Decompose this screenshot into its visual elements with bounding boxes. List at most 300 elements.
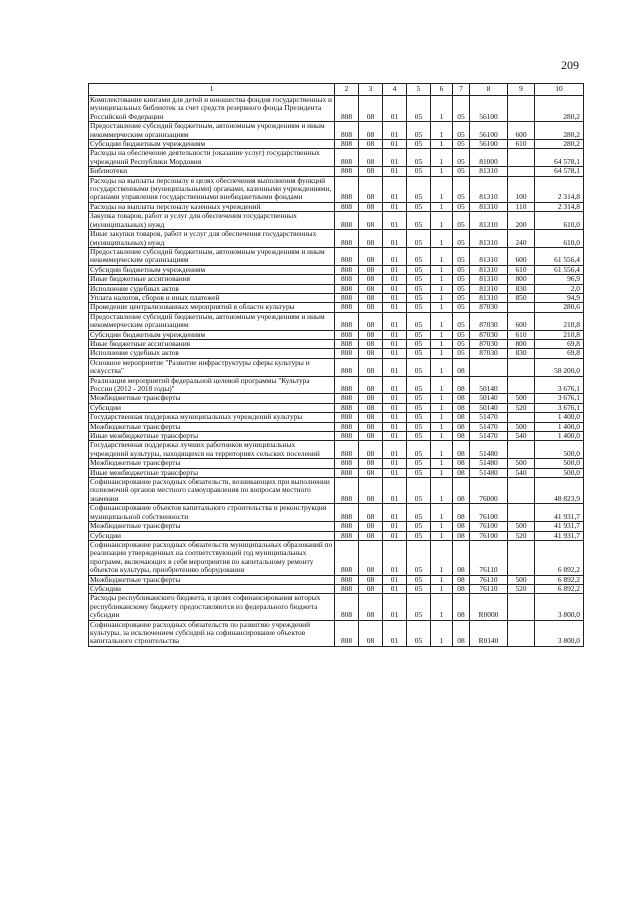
row-code-9 <box>508 149 535 167</box>
row-code-2: 808 <box>335 293 359 302</box>
row-code-4: 01 <box>383 339 407 348</box>
row-code-7: 05 <box>453 293 470 302</box>
row-code-5: 05 <box>407 531 431 540</box>
row-code-6: 1 <box>431 284 453 293</box>
row-description: Расходы на выплаты персоналу в целях обеспечения выполнения функций государственными (муниципальными) органами, казенными учреждениями, органами управления государственными внебюджетными фондами <box>89 176 335 202</box>
row-code-9: 500 <box>508 575 535 584</box>
row-code-6: 1 <box>431 149 453 167</box>
row-code-8: 56100 <box>470 122 508 140</box>
row-code-6: 1 <box>431 441 453 459</box>
column-header: 10 <box>535 84 584 96</box>
row-code-2: 808 <box>335 122 359 140</box>
row-code-5: 05 <box>407 176 431 202</box>
row-code-2: 808 <box>335 413 359 422</box>
row-code-7: 08 <box>453 531 470 540</box>
row-code-7: 05 <box>453 275 470 284</box>
row-code-2: 808 <box>335 230 359 248</box>
row-code-8: 76110 <box>470 584 508 593</box>
row-code-3: 08 <box>359 140 383 149</box>
row-code-4: 01 <box>383 540 407 575</box>
row-code-4: 01 <box>383 413 407 422</box>
row-code-8: 51480 <box>470 468 508 477</box>
row-code-2: 808 <box>335 422 359 431</box>
row-code-4: 01 <box>383 212 407 230</box>
row-code-4: 01 <box>383 432 407 441</box>
row-code-5: 05 <box>407 293 431 302</box>
row-amount: 69,8 <box>535 339 584 348</box>
row-code-4: 01 <box>383 376 407 394</box>
table-row <box>89 468 584 477</box>
row-code-9 <box>508 504 535 522</box>
table-row <box>89 376 584 394</box>
row-description: Иные бюджетные ассигнования <box>89 275 335 284</box>
row-description: Расходы республиканского бюджета, в целях софинансирования которых республиканскому бюджету предоставляются из федерального бюджета субсидии <box>89 594 335 620</box>
row-code-3: 08 <box>359 202 383 211</box>
row-code-2: 808 <box>335 247 359 265</box>
row-code-8: 51470 <box>470 432 508 441</box>
row-description: Комплектование книгами для детей и юношества фондов государственных и муниципальных библиотек за счет средств резервного фонда Президента Российской Федерации <box>89 96 335 122</box>
row-description: Проведение централизованных мероприятий в области культуры <box>89 303 335 312</box>
row-code-8: 76110 <box>470 540 508 575</box>
row-code-5: 05 <box>407 478 431 504</box>
row-code-2: 808 <box>335 149 359 167</box>
row-code-5: 05 <box>407 584 431 593</box>
row-code-6: 1 <box>431 575 453 584</box>
row-code-5: 05 <box>407 394 431 403</box>
row-code-9 <box>508 540 535 575</box>
row-code-3: 08 <box>359 575 383 584</box>
row-code-5: 05 <box>407 413 431 422</box>
row-code-3: 08 <box>359 422 383 431</box>
row-code-8: 81310 <box>470 265 508 274</box>
row-code-6: 1 <box>431 247 453 265</box>
row-code-4: 01 <box>383 247 407 265</box>
row-description: Софинансирование расходных обязательств муниципальных образований по реализации утвержденных на соответствующий год муниципальных программ, включающих в себя мероприятия по капитальному ремонту объектов культуры, приобретению оборудования <box>89 540 335 575</box>
row-description: Софинансирование объектов капитального строительства и реконструкция муниципальной собственности <box>89 504 335 522</box>
row-code-9: 500 <box>508 422 535 431</box>
row-code-2: 808 <box>335 504 359 522</box>
row-code-7: 08 <box>453 540 470 575</box>
row-code-5: 05 <box>407 376 431 394</box>
row-code-8: 81310 <box>470 167 508 176</box>
row-code-8: 87030 <box>470 339 508 348</box>
column-header: 7 <box>453 84 470 96</box>
row-code-6: 1 <box>431 394 453 403</box>
row-code-8: 81310 <box>470 176 508 202</box>
row-code-5: 05 <box>407 122 431 140</box>
row-code-5: 05 <box>407 312 431 330</box>
row-code-8: 87030 <box>470 349 508 358</box>
row-code-6: 1 <box>431 330 453 339</box>
row-code-6: 1 <box>431 403 453 412</box>
row-code-5: 05 <box>407 522 431 531</box>
row-description: Софинансирование расходных обязательств, возникающих при выполнении полномочий органов местного самоуправления по вопросам местного значения <box>89 478 335 504</box>
row-amount: 3 800,0 <box>535 620 584 646</box>
table-row <box>89 247 584 265</box>
column-header: 1 <box>89 84 335 96</box>
row-code-3: 08 <box>359 441 383 459</box>
row-code-9: 830 <box>508 349 535 358</box>
row-code-8: 51480 <box>470 441 508 459</box>
row-code-8: 51470 <box>470 422 508 431</box>
row-code-7: 05 <box>453 247 470 265</box>
row-code-3: 08 <box>359 149 383 167</box>
row-description: Иные межбюджетные трансферты <box>89 432 335 441</box>
row-code-5: 05 <box>407 358 431 376</box>
row-amount: 6 892,2 <box>535 575 584 584</box>
row-code-8: 76100 <box>470 504 508 522</box>
row-code-9: 520 <box>508 531 535 540</box>
row-code-3: 08 <box>359 303 383 312</box>
table-row <box>89 122 584 140</box>
table-row <box>89 422 584 431</box>
row-code-7: 08 <box>453 522 470 531</box>
row-code-2: 808 <box>335 275 359 284</box>
row-code-9: 600 <box>508 312 535 330</box>
row-code-9: 540 <box>508 468 535 477</box>
row-code-7: 05 <box>453 96 470 122</box>
row-code-5: 05 <box>407 432 431 441</box>
table-row <box>89 441 584 459</box>
row-code-3: 08 <box>359 531 383 540</box>
table-row <box>89 265 584 274</box>
row-code-6: 1 <box>431 432 453 441</box>
table-row <box>89 594 584 620</box>
row-amount: 3 676,1 <box>535 376 584 394</box>
row-code-4: 01 <box>383 504 407 522</box>
row-code-5: 05 <box>407 468 431 477</box>
row-code-5: 05 <box>407 540 431 575</box>
row-amount: 2 314,8 <box>535 176 584 202</box>
row-amount: 64 578,1 <box>535 149 584 167</box>
row-code-6: 1 <box>431 620 453 646</box>
table-row <box>89 575 584 584</box>
row-code-3: 08 <box>359 122 383 140</box>
row-code-2: 808 <box>335 575 359 584</box>
row-amount: 6 892,2 <box>535 584 584 593</box>
row-amount: 610,0 <box>535 212 584 230</box>
row-amount: 210,8 <box>535 312 584 330</box>
row-code-2: 808 <box>335 212 359 230</box>
row-code-7: 08 <box>453 459 470 468</box>
table-row <box>89 459 584 468</box>
table-row <box>89 349 584 358</box>
row-code-8: 51480 <box>470 459 508 468</box>
row-code-6: 1 <box>431 584 453 593</box>
row-code-8: 81310 <box>470 275 508 284</box>
row-code-6: 1 <box>431 522 453 531</box>
column-header: 6 <box>431 84 453 96</box>
row-description: Межбюджетные трансферты <box>89 575 335 584</box>
row-code-2: 808 <box>335 468 359 477</box>
row-code-4: 01 <box>383 122 407 140</box>
table-row <box>89 620 584 646</box>
row-code-2: 808 <box>335 441 359 459</box>
row-code-9: 610 <box>508 330 535 339</box>
row-code-3: 08 <box>359 293 383 302</box>
row-description: Государственная поддержка лучших работников муниципальных учреждений культуры, находящихся на территориях сельских поселений <box>89 441 335 459</box>
column-header: 9 <box>508 84 535 96</box>
row-description: Библиотеки <box>89 167 335 176</box>
row-code-8: 81310 <box>470 247 508 265</box>
row-code-7: 08 <box>453 441 470 459</box>
row-amount: 1 400,0 <box>535 422 584 431</box>
row-code-8: R0140 <box>470 620 508 646</box>
row-amount: 1 400,0 <box>535 432 584 441</box>
row-description: Софинансирование расходных обязательств по развитию учреждений культуры, за исключением субсидий на софинансирование объектов капитального строительства <box>89 620 335 646</box>
row-code-4: 01 <box>383 202 407 211</box>
row-code-4: 01 <box>383 176 407 202</box>
page-number: 209 <box>561 58 579 72</box>
row-code-3: 08 <box>359 358 383 376</box>
row-code-2: 808 <box>335 303 359 312</box>
row-code-4: 01 <box>383 265 407 274</box>
row-amount: 280,2 <box>535 122 584 140</box>
row-code-2: 808 <box>335 96 359 122</box>
row-code-9 <box>508 376 535 394</box>
row-code-4: 01 <box>383 394 407 403</box>
row-code-8: 76100 <box>470 531 508 540</box>
row-code-4: 01 <box>383 468 407 477</box>
row-code-6: 1 <box>431 202 453 211</box>
row-code-4: 01 <box>383 478 407 504</box>
row-code-7: 08 <box>453 584 470 593</box>
row-code-2: 808 <box>335 584 359 593</box>
row-code-4: 01 <box>383 403 407 412</box>
row-code-9: 110 <box>508 202 535 211</box>
row-code-8: 56100 <box>470 140 508 149</box>
row-code-8: 81310 <box>470 284 508 293</box>
row-code-5: 05 <box>407 247 431 265</box>
row-description: Закупка товаров, работ и услуг для обеспечения государственных (муниципальных) нужд <box>89 212 335 230</box>
row-code-7: 08 <box>453 478 470 504</box>
row-code-5: 05 <box>407 349 431 358</box>
row-amount: 41 931,7 <box>535 522 584 531</box>
row-code-2: 808 <box>335 330 359 339</box>
row-description: Предоставление субсидий бюджетным, автономным учреждениям и иным некоммерческим организациям <box>89 247 335 265</box>
row-code-3: 08 <box>359 247 383 265</box>
row-description: Уплата налогов, сборов и иных платежей <box>89 293 335 302</box>
row-code-8: 76000 <box>470 478 508 504</box>
row-code-6: 1 <box>431 349 453 358</box>
row-description: Расходы на обеспечение деятельности (оказание услуг) государственных учреждений Республики Мордовия <box>89 149 335 167</box>
row-code-9 <box>508 441 535 459</box>
row-code-4: 01 <box>383 303 407 312</box>
row-code-5: 05 <box>407 403 431 412</box>
row-code-6: 1 <box>431 312 453 330</box>
table-row <box>89 202 584 211</box>
row-amount: 58 200,0 <box>535 358 584 376</box>
row-code-2: 808 <box>335 531 359 540</box>
row-code-9: 200 <box>508 212 535 230</box>
row-code-6: 1 <box>431 376 453 394</box>
row-amount: 280,6 <box>535 303 584 312</box>
row-code-5: 05 <box>407 202 431 211</box>
row-code-7: 05 <box>453 230 470 248</box>
column-header: 8 <box>470 84 508 96</box>
row-amount: 2 314,8 <box>535 202 584 211</box>
row-description: Межбюджетные трансферты <box>89 422 335 431</box>
row-code-6: 1 <box>431 339 453 348</box>
row-code-8: 50140 <box>470 376 508 394</box>
row-code-5: 05 <box>407 339 431 348</box>
row-code-9 <box>508 478 535 504</box>
budget-table <box>88 83 584 647</box>
row-description: Иные закупки товаров, работ и услуг для обеспечения государственных (муниципальных) нужд <box>89 230 335 248</box>
row-code-7: 05 <box>453 122 470 140</box>
row-code-3: 08 <box>359 167 383 176</box>
row-code-6: 1 <box>431 122 453 140</box>
table-row <box>89 167 584 176</box>
row-code-8: 81310 <box>470 202 508 211</box>
row-code-6: 1 <box>431 422 453 431</box>
row-description: Субсидии <box>89 403 335 412</box>
row-code-7: 05 <box>453 140 470 149</box>
row-code-2: 808 <box>335 358 359 376</box>
row-code-6: 1 <box>431 230 453 248</box>
row-code-5: 05 <box>407 441 431 459</box>
row-code-5: 05 <box>407 303 431 312</box>
row-code-7: 05 <box>453 176 470 202</box>
row-amount: 61 556,4 <box>535 265 584 274</box>
row-code-9 <box>508 96 535 122</box>
table-row <box>89 149 584 167</box>
row-code-3: 08 <box>359 584 383 593</box>
row-description: Межбюджетные трансферты <box>89 522 335 531</box>
row-code-9: 610 <box>508 265 535 274</box>
table-row <box>89 413 584 422</box>
table-row <box>89 230 584 248</box>
row-description: Межбюджетные трансферты <box>89 459 335 468</box>
table-row <box>89 293 584 302</box>
row-code-7: 08 <box>453 358 470 376</box>
row-code-3: 08 <box>359 96 383 122</box>
row-code-6: 1 <box>431 96 453 122</box>
row-description: Расходы на выплаты персоналу казенных учреждений <box>89 202 335 211</box>
row-code-8: 51470 <box>470 413 508 422</box>
table-body <box>89 96 584 647</box>
row-code-8: 50140 <box>470 403 508 412</box>
row-code-4: 01 <box>383 531 407 540</box>
row-code-9: 500 <box>508 459 535 468</box>
row-amount: 96,9 <box>535 275 584 284</box>
row-amount: 41 931,7 <box>535 531 584 540</box>
row-code-9 <box>508 413 535 422</box>
row-code-4: 01 <box>383 584 407 593</box>
table-row <box>89 284 584 293</box>
row-code-4: 01 <box>383 459 407 468</box>
row-amount: 610,0 <box>535 230 584 248</box>
table-row <box>89 394 584 403</box>
table-row <box>89 96 584 122</box>
row-code-2: 808 <box>335 540 359 575</box>
table-row <box>89 403 584 412</box>
column-header: 3 <box>359 84 383 96</box>
row-code-8: 81310 <box>470 212 508 230</box>
row-code-5: 05 <box>407 149 431 167</box>
row-code-2: 808 <box>335 459 359 468</box>
row-code-6: 1 <box>431 459 453 468</box>
row-code-8 <box>470 358 508 376</box>
row-code-7: 05 <box>453 202 470 211</box>
row-description: Субсидии бюджетным учреждениям <box>89 265 335 274</box>
row-code-2: 808 <box>335 202 359 211</box>
table-header-row <box>89 84 584 96</box>
row-code-2: 808 <box>335 594 359 620</box>
row-code-3: 08 <box>359 376 383 394</box>
row-description: Субсидии бюджетным учреждениям <box>89 330 335 339</box>
row-code-7: 05 <box>453 212 470 230</box>
row-code-9: 800 <box>508 275 535 284</box>
table-row <box>89 358 584 376</box>
row-code-2: 808 <box>335 432 359 441</box>
row-code-3: 08 <box>359 230 383 248</box>
table-row <box>89 531 584 540</box>
row-code-9 <box>508 358 535 376</box>
row-code-4: 01 <box>383 96 407 122</box>
table-row <box>89 504 584 522</box>
row-code-2: 808 <box>335 176 359 202</box>
row-code-5: 05 <box>407 330 431 339</box>
row-code-5: 05 <box>407 459 431 468</box>
row-amount: 3 676,1 <box>535 394 584 403</box>
row-code-7: 08 <box>453 394 470 403</box>
table-row <box>89 540 584 575</box>
row-code-4: 01 <box>383 594 407 620</box>
table-row <box>89 339 584 348</box>
row-code-2: 808 <box>335 167 359 176</box>
row-code-2: 808 <box>335 284 359 293</box>
row-code-9 <box>508 167 535 176</box>
row-code-2: 808 <box>335 339 359 348</box>
row-code-3: 08 <box>359 594 383 620</box>
row-code-4: 01 <box>383 230 407 248</box>
row-code-3: 08 <box>359 176 383 202</box>
row-code-4: 01 <box>383 284 407 293</box>
row-code-8: 81310 <box>470 293 508 302</box>
row-code-7: 08 <box>453 413 470 422</box>
row-code-4: 01 <box>383 149 407 167</box>
row-code-9 <box>508 594 535 620</box>
row-amount: 94,9 <box>535 293 584 302</box>
row-code-6: 1 <box>431 594 453 620</box>
row-description: Субсидии <box>89 531 335 540</box>
row-code-6: 1 <box>431 176 453 202</box>
row-code-8: 87030 <box>470 312 508 330</box>
row-code-3: 08 <box>359 339 383 348</box>
row-code-2: 808 <box>335 522 359 531</box>
row-code-6: 1 <box>431 212 453 230</box>
row-code-2: 808 <box>335 140 359 149</box>
row-code-9: 500 <box>508 394 535 403</box>
row-code-9 <box>508 303 535 312</box>
row-code-8: R0000 <box>470 594 508 620</box>
row-code-7: 08 <box>453 432 470 441</box>
row-code-7: 08 <box>453 403 470 412</box>
row-code-7: 05 <box>453 312 470 330</box>
row-code-4: 01 <box>383 575 407 584</box>
row-code-6: 1 <box>431 540 453 575</box>
row-code-9: 600 <box>508 247 535 265</box>
table-row <box>89 312 584 330</box>
row-code-8: 76100 <box>470 522 508 531</box>
row-description: Иные межбюджетные трансферты <box>89 468 335 477</box>
row-code-3: 08 <box>359 432 383 441</box>
row-code-6: 1 <box>431 478 453 504</box>
row-code-5: 05 <box>407 140 431 149</box>
row-code-7: 05 <box>453 339 470 348</box>
row-code-3: 08 <box>359 540 383 575</box>
